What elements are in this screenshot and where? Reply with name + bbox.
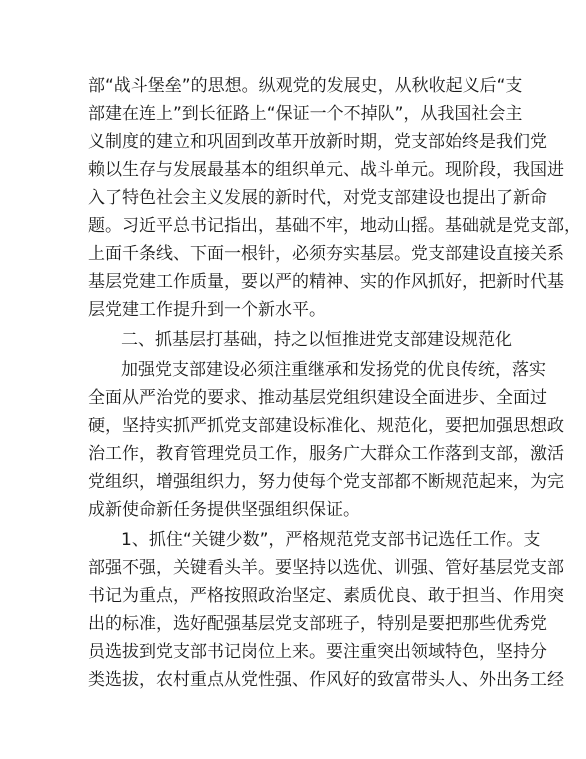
- text-line: 基层党建工作质量，要以严的精神、实的作风抓好，把新时代基: [88, 272, 564, 292]
- text-line: 书记为重点，严格按照政治坚定、素质优良、敢于担当、作用突: [88, 586, 564, 606]
- text-line: 部建在连上”到长征路上“保证一个不掉队”，从我国社会主: [88, 104, 523, 124]
- text-line: 出的标准，选好配强基层党支部班子，特别是要把那些优秀党: [88, 614, 547, 634]
- text-line: 党组织，增强组织力，努力使每个党支部都不断规范起来，为完: [88, 472, 564, 492]
- text-line: 上面千条线、下面一根针，必须夯实基层。党支部建设直接关系: [88, 244, 564, 264]
- text-line: 全面从严治党的要求、推动基层党组织建设全面进步、全面过: [88, 388, 547, 408]
- text-line: 赖以生存与发展最基本的组织单元、战斗单元。现阶段，我国进: [88, 160, 564, 180]
- text-line: 题。习近平总书记指出，基础不牢，地动山摇。基础就是党支部，: [88, 216, 581, 236]
- text-line: 义制度的建立和巩固到改革开放新时期，党支部始终是我们党: [88, 132, 547, 152]
- text-line: 入了特色社会主义发展的新时代，对党支部建设也提出了新命: [88, 188, 547, 208]
- text-line: 1、抓住“关键少数”，严格规范党支部书记选任工作。支: [121, 530, 541, 550]
- text-line: 员选拔到党支部书记岗位上来。要注重突出领域特色，坚持分: [88, 642, 547, 662]
- text-line: 加强党支部建设必须注重继承和发扬党的优良传统，落实: [121, 360, 546, 380]
- text-line: 治工作，教育管理党员工作，服务广大群众工作落到支部，激活: [88, 444, 564, 464]
- text-line: 部“战斗堡垒”的思想。纵观党的发展史，从秋收起义后“支: [88, 76, 523, 96]
- text-line: 类选拔，农村重点从党性强、作风好的致富带头人、外出务工经: [88, 670, 564, 690]
- text-line: 硬，坚持实抓严抓党支部建设标准化、规范化，要把加强思想政: [88, 416, 564, 436]
- section-heading: 二、抓基层打基础，持之以恒推进党支部建设规范化: [121, 330, 512, 350]
- text-line: 成新使命新任务提供坚强组织保证。: [88, 500, 360, 520]
- text-line: 部强不强，关键看头羊。要坚持以选优、训强、管好基层党支部: [88, 558, 564, 578]
- text-line: 层党建工作提升到一个新水平。: [88, 300, 326, 320]
